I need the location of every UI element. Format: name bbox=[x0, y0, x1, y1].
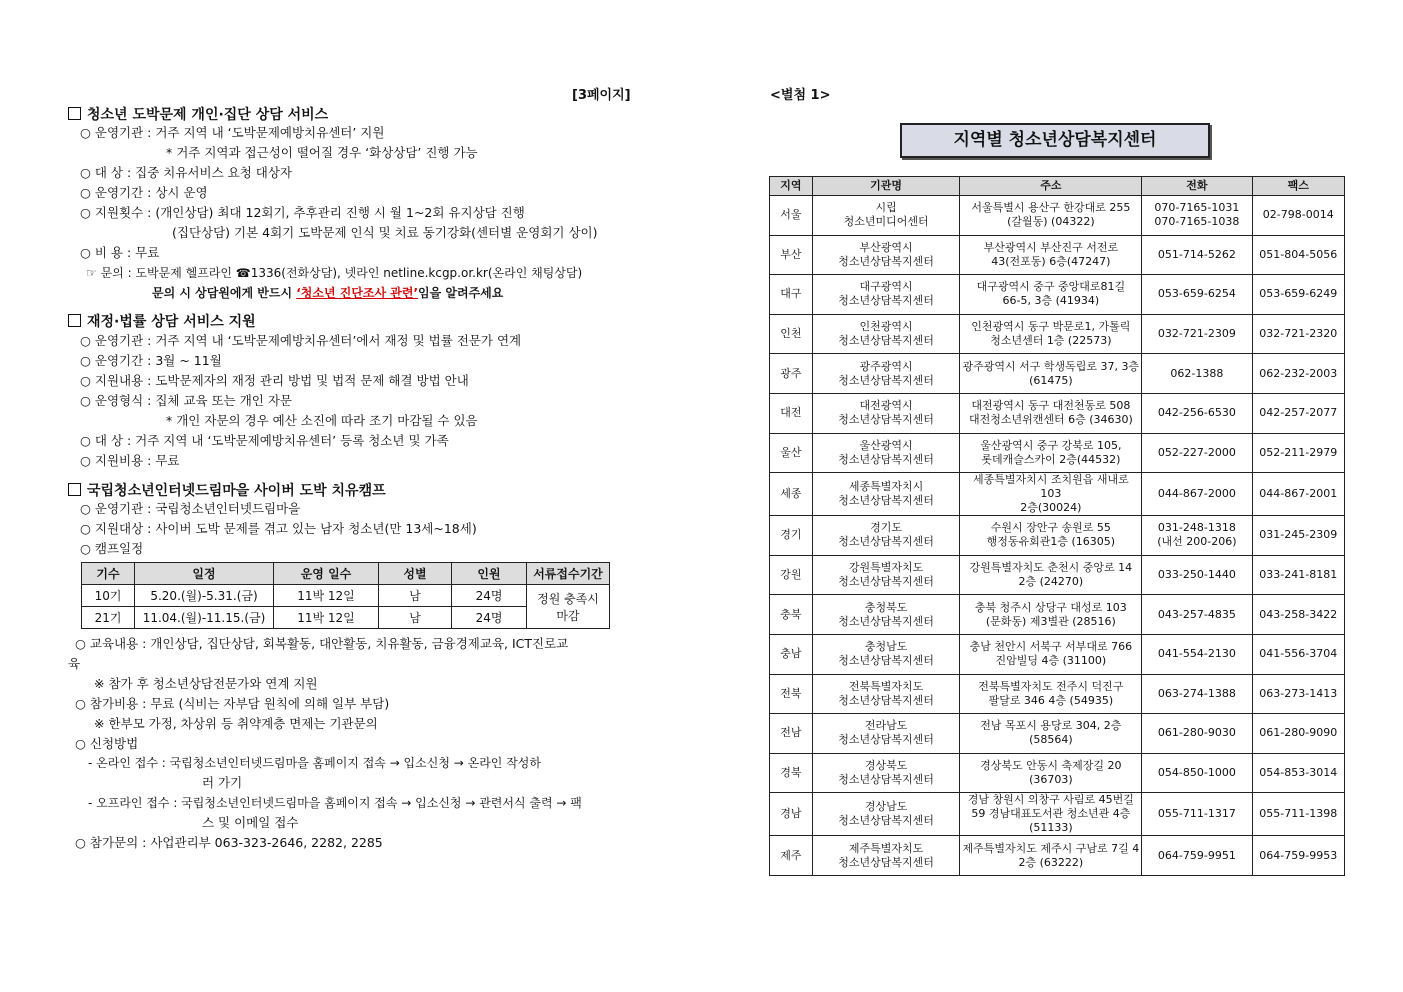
notice-pre: 문의 시 상담원에게 반드시 bbox=[152, 286, 297, 300]
cell-line: 041-554-2130 bbox=[1157, 647, 1236, 661]
phone-cell bbox=[1142, 836, 1252, 876]
cell-line: 청소년상담복지센터 bbox=[838, 294, 934, 308]
phone-cell bbox=[1142, 196, 1252, 236]
cell-line: 031-248-1318 bbox=[1157, 521, 1236, 535]
column-header: 인원 bbox=[452, 563, 527, 585]
table-cell-merged bbox=[527, 585, 610, 629]
inquiry-line: ☞ 문의 : 도박문제 헬프라인 ☎1336(전화상담), 넷라인 netline.kcgp.or.kr(온라인 채팅상담) bbox=[86, 266, 583, 280]
column-header: 주소 bbox=[960, 177, 1142, 196]
cell-line: 세종특별자치시 조치원읍 새내로 103 bbox=[972, 473, 1129, 501]
cell-line: 044-867-2001 bbox=[1259, 487, 1338, 501]
cell-line: 2층 (63222) bbox=[1018, 855, 1084, 869]
cell-line: 064-759-9953 bbox=[1259, 848, 1338, 862]
cell-line: 전북특별자치도 전주시 덕진구 bbox=[978, 679, 1124, 693]
address-cell bbox=[960, 314, 1142, 354]
cell-line: 충청남도 bbox=[864, 640, 908, 654]
cell-line: 청소년상담복지센터 bbox=[838, 614, 934, 628]
cell-line: 063-274-1388 bbox=[1157, 686, 1236, 700]
table-header-row bbox=[770, 177, 1345, 196]
address-cell bbox=[960, 433, 1142, 473]
checkbox-square-icon bbox=[68, 314, 81, 327]
text-line: (집단상담) 기본 4회기 도박문제 인식 및 치료 동기강화(센터별 운영회기 상이) bbox=[172, 225, 598, 240]
table-row bbox=[770, 196, 1345, 236]
fax-cell bbox=[1252, 275, 1344, 315]
cell-line: 051-804-5056 bbox=[1259, 247, 1338, 261]
notice-highlight: ‘청소년 진단조사 관련’ bbox=[296, 286, 419, 300]
text-line: ○ 지원내용 : 도박문제자의 재정 관리 방법 및 법적 문제 해결 방법 안내 bbox=[80, 373, 469, 388]
cell-line: 청소년상담복지센터 bbox=[838, 693, 934, 707]
agency-cell bbox=[812, 793, 960, 836]
cell-line: (61475) bbox=[1029, 373, 1073, 387]
table-row bbox=[770, 714, 1345, 754]
cell-line: 울산광역시 중구 강북로 105, bbox=[980, 438, 1122, 452]
cell-line: 062-1388 bbox=[1170, 366, 1224, 380]
cell-line: 전남 목포시 용당로 304, 2층 bbox=[980, 719, 1122, 733]
table-cell: 남 bbox=[379, 585, 452, 607]
text-line: 육 bbox=[68, 656, 81, 671]
table-row bbox=[770, 836, 1345, 876]
cell-line: 061-280-9030 bbox=[1157, 726, 1236, 740]
cell-line: 063-273-1413 bbox=[1259, 686, 1338, 700]
address-cell bbox=[960, 714, 1142, 754]
cell-line: 경남 bbox=[780, 807, 802, 821]
address-cell bbox=[960, 555, 1142, 595]
cell-line: (내선 200-206) bbox=[1157, 535, 1237, 549]
table-cell: 남 bbox=[379, 607, 452, 629]
text-line: ○ 지원비용 : 무료 bbox=[80, 453, 180, 468]
fax-cell bbox=[1252, 836, 1344, 876]
table-cell: 24명 bbox=[452, 585, 527, 607]
agency-cell bbox=[812, 473, 960, 516]
address-cell bbox=[960, 634, 1142, 674]
checkbox-square-icon bbox=[68, 483, 81, 496]
column-header: 성별 bbox=[379, 563, 452, 585]
cell-line: 경상남도 bbox=[864, 800, 908, 814]
text-line: - 온라인 접수 : 국립청소년인터넷드림마을 홈페이지 접속 → 입소신청 → 온라인 작성하 bbox=[88, 756, 541, 770]
fax-cell bbox=[1252, 314, 1344, 354]
centers-table-body bbox=[770, 196, 1345, 876]
cell-line: 청소년상담복지센터 bbox=[838, 494, 934, 508]
table-cell: 21기 bbox=[82, 607, 135, 629]
fax-cell bbox=[1252, 674, 1344, 714]
text-line: ○ 운영기관 : 거주 지역 내 ‘도박문제예방치유센터’에서 재정 및 법률 전문가 연계 bbox=[80, 333, 522, 348]
cell-line: 부산 bbox=[780, 247, 802, 261]
agency-cell bbox=[812, 393, 960, 433]
address-cell bbox=[960, 516, 1142, 556]
text-line: ○ 지원대상 : 사이버 도박 문제를 겪고 있는 남자 청소년(만 13세~18세) bbox=[80, 521, 477, 536]
cell-line: 울산 bbox=[780, 445, 802, 459]
column-header: 운영 일수 bbox=[274, 563, 379, 585]
cell-line: 031-245-2309 bbox=[1259, 528, 1338, 542]
phone-cell bbox=[1142, 753, 1252, 793]
table-cell: 11박 12일 bbox=[274, 585, 379, 607]
address-cell bbox=[960, 595, 1142, 635]
cell-line: 제주특별자치도 bbox=[848, 841, 924, 855]
text-line: * 개인 자문의 경우 예산 소진에 따라 조기 마감될 수 있음 bbox=[166, 413, 478, 428]
table-row bbox=[770, 674, 1345, 714]
cell-line: 롯데캐슬스카이 2층(44532) bbox=[981, 452, 1121, 466]
cell-line: 044-867-2000 bbox=[1157, 487, 1236, 501]
cell-line: 충청북도 bbox=[864, 600, 908, 614]
fax-cell bbox=[1252, 516, 1344, 556]
agency-cell bbox=[812, 354, 960, 394]
cell-line: 054-850-1000 bbox=[1157, 766, 1236, 780]
text-line: ○ 운영기관 : 거주 지역 내 ‘도박문제예방치유센터’ 지원 bbox=[80, 125, 385, 140]
cell-line: 043-257-4835 bbox=[1157, 607, 1236, 621]
text-line: ※ 참가 후 청소년상담전문가와 연계 지원 bbox=[94, 676, 318, 691]
region-cell bbox=[770, 516, 813, 556]
cell-line: 033-250-1440 bbox=[1157, 568, 1236, 582]
region-cell bbox=[770, 836, 813, 876]
text-line: * 거주 지역과 접근성이 떨어질 경우 ‘화상상담’ 진행 가능 bbox=[166, 145, 478, 160]
cell-line: 전라남도 bbox=[864, 719, 908, 733]
table-cell: 5.20.(월)-5.31.(금) bbox=[135, 585, 274, 607]
region-cell bbox=[770, 793, 813, 836]
agency-cell bbox=[812, 275, 960, 315]
region-cell bbox=[770, 674, 813, 714]
cell-line: 청소년상담복지센터 bbox=[838, 254, 934, 268]
cell-line: 세종 bbox=[780, 487, 802, 501]
phone-cell bbox=[1142, 235, 1252, 275]
table-row bbox=[770, 275, 1345, 315]
cell-line: 청소년상담복지센터 bbox=[838, 814, 934, 828]
cell-line: 경상북도 bbox=[864, 759, 908, 773]
cell-line: 청소년상담복지센터 bbox=[838, 452, 934, 466]
address-cell bbox=[960, 753, 1142, 793]
agency-cell bbox=[812, 714, 960, 754]
table-row bbox=[770, 595, 1345, 635]
phone-cell bbox=[1142, 275, 1252, 315]
region-cell bbox=[770, 354, 813, 394]
table-row bbox=[770, 473, 1345, 516]
cell-line: 대전청소년위캔센터 6층 (34630) bbox=[968, 413, 1133, 427]
cell-line: 서울 bbox=[780, 208, 802, 222]
cell-line: 2층(30024) bbox=[1020, 501, 1082, 515]
cell-line: 055-711-1398 bbox=[1259, 807, 1338, 821]
table-cell: 24명 bbox=[452, 607, 527, 629]
section-title-camp bbox=[68, 480, 386, 500]
cell-line: (51133) bbox=[1029, 821, 1073, 835]
cell-line: 부산광역시 bbox=[859, 240, 913, 254]
section-title-text: 재정·법률 상담 서비스 지원 bbox=[87, 314, 256, 330]
cell-line: 인천광역시 동구 박문로1, 가톨릭 bbox=[971, 320, 1131, 334]
phone-cell bbox=[1142, 393, 1252, 433]
cell-line: (갈월동) (04322) bbox=[1007, 215, 1095, 229]
phone-cell bbox=[1142, 634, 1252, 674]
cell-line: 033-241-8181 bbox=[1259, 568, 1338, 582]
text-line: ○ 운영기간 : 3월 ~ 11월 bbox=[80, 353, 222, 368]
agency-cell bbox=[812, 674, 960, 714]
table-row bbox=[82, 585, 610, 607]
cell-line: 043-258-3422 bbox=[1259, 607, 1338, 621]
fax-cell bbox=[1252, 714, 1344, 754]
cell-line: 행정동유회관1층 (16305) bbox=[986, 535, 1116, 549]
cell-line: 부산광역시 부산진구 서전로 bbox=[983, 240, 1119, 254]
text-line: ○ 비 용 : 무료 bbox=[80, 245, 160, 260]
agency-cell bbox=[812, 314, 960, 354]
address-cell bbox=[960, 473, 1142, 516]
phone-cell bbox=[1142, 674, 1252, 714]
cell-line: 02-798-0014 bbox=[1262, 208, 1334, 222]
cell-line: 청소년상담복지센터 bbox=[838, 575, 934, 589]
text-line: ○ 대 상 : 집중 치유서비스 요청 대상자 bbox=[80, 165, 292, 180]
agency-cell bbox=[812, 595, 960, 635]
column-header: 지역 bbox=[770, 177, 813, 196]
region-cell bbox=[770, 714, 813, 754]
phone-cell bbox=[1142, 354, 1252, 394]
cell-line: 경상북도 안동시 축제장길 20 bbox=[980, 759, 1122, 773]
cell-line: 대구광역시 중구 중앙대로81길 bbox=[976, 280, 1126, 294]
cell-line: 청소년상담복지센터 bbox=[838, 373, 934, 387]
cell-line: 충남 천안시 서북구 서부대로 766 bbox=[969, 640, 1133, 654]
table-row bbox=[770, 354, 1345, 394]
address-cell bbox=[960, 793, 1142, 836]
cell-line: 충북 bbox=[780, 607, 802, 621]
cell-line: 전북특별자치도 bbox=[848, 679, 924, 693]
cell-line: 대전광역시 bbox=[859, 399, 913, 413]
text-line: ○ 지원횟수 : (개인상담) 최대 12회기, 추후관리 진행 시 월 1~2회 유지상담 진행 bbox=[80, 205, 525, 220]
phone-cell bbox=[1142, 555, 1252, 595]
cell-line: 042-256-6530 bbox=[1157, 406, 1236, 420]
phone-cell bbox=[1142, 516, 1252, 556]
cell-line: 광주 bbox=[780, 366, 802, 380]
region-cell bbox=[770, 753, 813, 793]
cell-line: 경기 bbox=[780, 528, 802, 542]
region-cell bbox=[770, 314, 813, 354]
cell-line: 055-711-1317 bbox=[1157, 807, 1236, 821]
centers-table bbox=[769, 176, 1345, 876]
cell-line: 마감 bbox=[556, 608, 580, 623]
annex-label: <별첨 1> bbox=[770, 88, 831, 103]
fax-cell bbox=[1252, 433, 1344, 473]
cell-line: 대전광역시 동구 대전천동로 508 bbox=[971, 399, 1131, 413]
cell-line: 강원 bbox=[780, 568, 802, 582]
text-line: ○ 운영형식 : 집체 교육 또는 개인 자문 bbox=[80, 393, 292, 408]
region-cell bbox=[770, 595, 813, 635]
cell-line: 59 경남대표도서관 청소년관 4층 bbox=[971, 807, 1131, 821]
cell-line: 대전 bbox=[780, 406, 802, 420]
address-cell bbox=[960, 275, 1142, 315]
fax-cell bbox=[1252, 473, 1344, 516]
cell-line: 전북 bbox=[780, 686, 802, 700]
table-cell: 11.04.(월)-11.15.(금) bbox=[135, 607, 274, 629]
agency-cell bbox=[812, 235, 960, 275]
cell-line: 전남 bbox=[780, 726, 802, 740]
region-cell bbox=[770, 275, 813, 315]
phone-cell bbox=[1142, 433, 1252, 473]
cell-line: 070-7165-1031 bbox=[1154, 201, 1240, 215]
region-cell bbox=[770, 634, 813, 674]
address-cell bbox=[960, 235, 1142, 275]
fax-cell bbox=[1252, 793, 1344, 836]
notice-post: 임을 알려주세요 bbox=[418, 286, 504, 300]
agency-cell bbox=[812, 634, 960, 674]
fax-cell bbox=[1252, 354, 1344, 394]
cell-line: 정원 충족시 bbox=[537, 591, 599, 606]
region-cell bbox=[770, 473, 813, 516]
table-cell: 11박 12일 bbox=[274, 607, 379, 629]
cell-line: 청소년상담복지센터 bbox=[838, 855, 934, 869]
text-line: ○ 교육내용 : 개인상담, 집단상담, 회복활동, 대안활동, 치유활동, 금융경제교육, ICT진로교 bbox=[75, 636, 569, 651]
text-line: ○ 신청방법 bbox=[75, 736, 139, 751]
fax-cell bbox=[1252, 753, 1344, 793]
region-cell bbox=[770, 235, 813, 275]
cell-line: 시립 bbox=[875, 201, 897, 215]
column-header: 팩스 bbox=[1252, 177, 1344, 196]
section-title-text: 청소년 도박문제 개인·집단 상담 서비스 bbox=[87, 107, 329, 123]
cell-line: (36703) bbox=[1029, 773, 1073, 787]
cell-line: 제주 bbox=[780, 848, 802, 862]
cell-line: 청소년상담복지센터 bbox=[838, 413, 934, 427]
phone-cell bbox=[1142, 314, 1252, 354]
cell-line: 경기도 bbox=[870, 521, 903, 535]
text-line: ○ 대 상 : 거주 지역 내 ‘도박문제예방치유센터’ 등록 청소년 및 가족 bbox=[80, 433, 449, 448]
column-header: 기관명 bbox=[812, 177, 960, 196]
cell-line: 052-227-2000 bbox=[1157, 445, 1236, 459]
address-cell bbox=[960, 836, 1142, 876]
camp-schedule-table bbox=[81, 562, 610, 629]
cell-line: (문화동) 제3별관 (28516) bbox=[985, 614, 1116, 628]
text-line: - 오프라인 접수 : 국립청소년인터넷드림마을 홈페이지 접속 → 입소신청 → 관련서식 출력 → 팩 bbox=[88, 796, 582, 810]
table-cell: 10기 bbox=[82, 585, 135, 607]
table-header-row bbox=[82, 563, 610, 585]
cell-line: (58564) bbox=[1029, 733, 1073, 747]
cell-line: 청소년상담복지센터 bbox=[838, 334, 934, 348]
fax-cell bbox=[1252, 196, 1344, 236]
address-cell bbox=[960, 393, 1142, 433]
phone-cell bbox=[1142, 473, 1252, 516]
cell-line: 청소년센터 1층 (22573) bbox=[990, 334, 1112, 348]
cell-line: 032-721-2320 bbox=[1259, 327, 1338, 341]
address-cell bbox=[960, 196, 1142, 236]
table-row bbox=[770, 516, 1345, 556]
cell-line: 수원시 장안구 송원로 55 bbox=[990, 521, 1111, 535]
checkbox-square-icon bbox=[68, 107, 81, 120]
text-line: 러 가기 bbox=[202, 775, 243, 790]
fax-cell bbox=[1252, 393, 1344, 433]
cell-line: 053-659-6249 bbox=[1259, 287, 1338, 301]
cell-line: 세종특별자치시 bbox=[848, 480, 924, 494]
cell-line: 충남 bbox=[780, 647, 802, 661]
text-line: 스 및 이메일 접수 bbox=[202, 815, 299, 830]
table-row bbox=[770, 314, 1345, 354]
text-line: ○ 참가비용 : 무료 (식비는 자부담 원칙에 의해 일부 부담) bbox=[75, 696, 390, 711]
cell-line: 경남 창원시 의창구 사림로 45번길 bbox=[967, 793, 1134, 807]
text-line: ○ 참가문의 : 사업관리부 063-323-2646, 2282, 2285 bbox=[75, 835, 383, 850]
column-header: 전화 bbox=[1142, 177, 1252, 196]
cell-line: 061-280-9090 bbox=[1259, 726, 1338, 740]
agency-cell bbox=[812, 433, 960, 473]
cell-line: 66-5, 3층 (41934) bbox=[1002, 294, 1100, 308]
cell-line: 053-659-6254 bbox=[1157, 287, 1236, 301]
text-line: ○ 운영기관 : 국립청소년인터넷드림마을 bbox=[80, 501, 301, 516]
cell-line: 광주광역시 bbox=[859, 359, 913, 373]
page-tag: [3페이지] bbox=[572, 88, 631, 103]
cell-line: 청소년상담복지센터 bbox=[838, 654, 934, 668]
cell-line: 강원특별자치도 bbox=[848, 561, 924, 575]
section-title-finance bbox=[68, 311, 256, 331]
cell-line: 대구광역시 bbox=[859, 280, 913, 294]
region-cell bbox=[770, 555, 813, 595]
cell-line: 43(전포동) 6층(47247) bbox=[991, 254, 1111, 268]
cell-line: 광주광역시 서구 학생독립로 37, 3층 bbox=[962, 359, 1140, 373]
text-line: ○ 운영기간 : 상시 운영 bbox=[80, 185, 208, 200]
table-row bbox=[770, 433, 1345, 473]
agency-cell bbox=[812, 516, 960, 556]
region-cell bbox=[770, 433, 813, 473]
cell-line: 인천광역시 bbox=[859, 320, 913, 334]
cell-line: 070-7165-1038 bbox=[1154, 215, 1240, 229]
cell-line: 대구 bbox=[780, 287, 802, 301]
cell-line: 청소년미디어센터 bbox=[843, 215, 929, 229]
section-title-text: 국립청소년인터넷드림마을 사이버 도박 치유캠프 bbox=[87, 483, 386, 499]
cell-line: 054-853-3014 bbox=[1259, 766, 1338, 780]
cell-line: 서울특별시 용산구 한강대로 255 bbox=[971, 201, 1131, 215]
cell-line: 051-714-5262 bbox=[1157, 247, 1236, 261]
cell-line: 청소년상담복지센터 bbox=[838, 535, 934, 549]
column-header: 서류접수기간 bbox=[527, 563, 610, 585]
cell-line: 제주특별자치도 제주시 구남로 7길 4 bbox=[962, 841, 1140, 855]
column-header: 일정 bbox=[135, 563, 274, 585]
region-cell bbox=[770, 393, 813, 433]
phone-cell bbox=[1142, 793, 1252, 836]
agency-cell bbox=[812, 836, 960, 876]
cell-line: 경북 bbox=[780, 766, 802, 780]
address-cell bbox=[960, 354, 1142, 394]
cell-line: 인천 bbox=[780, 327, 802, 341]
fax-cell bbox=[1252, 595, 1344, 635]
section-title-counseling bbox=[68, 104, 328, 124]
table-row bbox=[770, 634, 1345, 674]
table-row bbox=[770, 393, 1345, 433]
cell-line: 울산광역시 bbox=[859, 438, 913, 452]
fax-cell bbox=[1252, 235, 1344, 275]
text-line: ○ 캠프일정 bbox=[80, 541, 144, 556]
fax-cell bbox=[1252, 634, 1344, 674]
cell-line: 강원특별자치도 춘천시 중앙로 14 bbox=[969, 561, 1133, 575]
agency-cell bbox=[812, 753, 960, 793]
address-cell bbox=[960, 674, 1142, 714]
notice-line bbox=[152, 285, 503, 301]
cell-line: 충북 청주시 상당구 대성로 103 bbox=[974, 600, 1127, 614]
cell-line: 042-257-2077 bbox=[1259, 406, 1338, 420]
cell-line: 2층 (24270) bbox=[1018, 575, 1084, 589]
column-header: 기수 bbox=[82, 563, 135, 585]
cell-line: 청소년상담복지센터 bbox=[838, 773, 934, 787]
text-line: ※ 한부모 가정, 차상위 등 취약계층 면제는 기관문의 bbox=[94, 716, 378, 731]
region-cell bbox=[770, 196, 813, 236]
table-row bbox=[770, 555, 1345, 595]
cell-line: 진암빌딩 4층 (31100) bbox=[995, 654, 1107, 668]
cell-line: 064-759-9951 bbox=[1157, 848, 1236, 862]
agency-cell bbox=[812, 196, 960, 236]
fax-cell bbox=[1252, 555, 1344, 595]
agency-cell bbox=[812, 555, 960, 595]
table-row bbox=[770, 753, 1345, 793]
cell-line: 052-211-2979 bbox=[1259, 445, 1338, 459]
cell-line: 팔달로 346 4층 (54935) bbox=[988, 693, 1114, 707]
table-row bbox=[770, 235, 1345, 275]
cell-line: 032-721-2309 bbox=[1157, 327, 1236, 341]
phone-cell bbox=[1142, 595, 1252, 635]
annex-title: 지역별 청소년상담복지센터 bbox=[900, 123, 1210, 158]
table-row bbox=[770, 793, 1345, 836]
phone-cell bbox=[1142, 714, 1252, 754]
cell-line: 041-556-3704 bbox=[1259, 647, 1338, 661]
cell-line: 청소년상담복지센터 bbox=[838, 733, 934, 747]
cell-line: 062-232-2003 bbox=[1259, 366, 1338, 380]
